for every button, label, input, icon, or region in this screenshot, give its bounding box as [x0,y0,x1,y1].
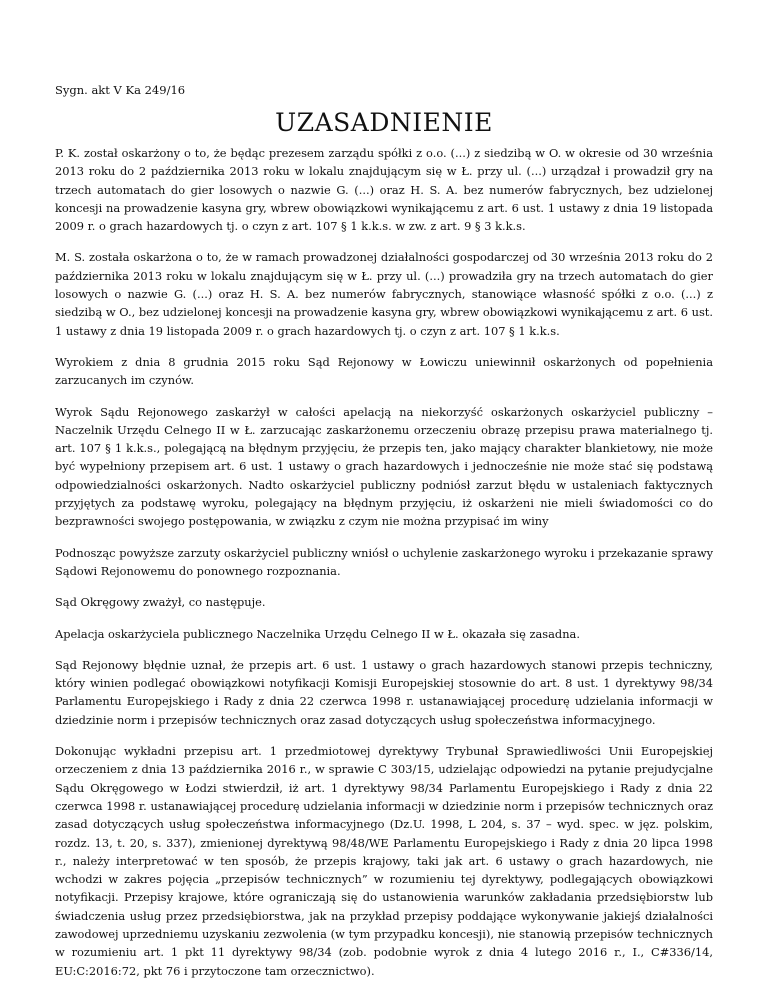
paragraph-court-considered: Sąd Okręgowy zważył, co następuje. [55,595,266,610]
paragraph-appeal: Wyrok Sądu Rejonowego zaskarżył w całości apelacją na niekorzyść oskarżonych oskarżyciel publiczny – Naczelnik Urzędu Celnego II w Ł. zarzucając zaskarżonemu orzeczeniu obrazę przepisu prawa materialnego tj. art. 107 § 1 k.k.s., polegającą na błędnym przyjęciu, że przepis ten, jako mający charakter blankietowy, nie może być wypełniony przepisem art. 6 ust. 1 ustawy o grach hazardowych i jednocześnie nie może stać się podstawą odpowiedzialności oskarżonych. Nadto oskarżyciel publiczny podniósł zarzut błędu w ustaleniach faktycznych przyjętych za podstawę wyroku, polegający na błędnym przyjęciu, iż oskarżeni nie mieli świadomości co do bezprawności swojego postępowania, w związku z czym nie można przypisać im winy [55,404,713,529]
paragraph-cjeu-interpretation: Dokonując wykładni przepisu art. 1 przedmiotowej dyrektywy Trybunał Sprawiedliwości Unii Europejskiej orzeczeniem z dnia 13 października 2016 r., w sprawie C 303/15, udzielając odpowiedzi na pytanie prejudycjalne Sądu Okręgowego w Łodzi stwierdził, iż art. 1 dyrektywy 98/34 Parlamentu Europejskiego i Rady z dnia 22 czerwca 1998 r. ustanawiającej procedurę udzielania informacji w dziedzinie norm i przepisów technicznych oraz zasad dotyczących usług społeczeństwa informacyjnego (Dz.U. 1998, L 204, s. 37 – wyd. spec. w jęz. polskim, rozdz. 13, t. 20, s. 337), zmienionej dyrektywą 98/48/WE Parlamentu Europejskiego i Rady z dnia 20 lipca 1998 r., należy interpretować w ten sposób, że przepis krajowy, taki jak art. 6 ustawy o grach hazardowych, nie wchodzi w zakres pojęcia „przepisów technicznych” w rozumieniu tej dyrektywy, podlegających obowiązkowi notyfikacji. Przepisy krajowe, które ograniczają się do ustanowienia warunków zakładania przedsiębiorstw lub świadczenia usług przez przedsiębiorstwa, jak na przykład przepisy poddające wykonywanie jakiejś działalności zawodowej uprzedniemu uzyskaniu zezwolenia (w tym przypadku koncesji), nie stanowią przepisów technicznych w rozumieniu art. 1 pkt 11 dyrektywy 98/34 (zob. podobnie wyrok z dnia 4 lutego 2016 r., I., C#336/14, EU:C:2016:72, pkt 76 i przytoczone tam orzecznictwo). [55,744,713,978]
paragraph-charge-ms: M. S. została oskarżona o to, że w ramach prowadzonej działalności gospodarczej od 30 września 2013 roku do 2 października 2013 roku w lokalu znajdującym się w Ł. przy ul. (...) prowadziła gry na trzech automatach do gier losowych o nazwie G. (...) oraz H. S. A. bez numerów fabrycznych, stanowiące własność spółki z o.o. (...) z siedzibą w O., bez udzielonej koncesji na prowadzenie kasyna gry, wbrew obowiązkowi wynikającemu z art. 6 ust. 1 ustawy z dnia 19 listopada 2009 r. o grach hazardowych tj. o czyn z art. 107 § 1 k.k.s. [55,250,713,338]
paragraph-appeal-justified: Apelacja oskarżyciela publicznego Naczelnika Urzędu Celnego II w Ł. okazała się zasadna. [55,626,580,641]
case-signature: Sygn. akt V Ka 249/16 [55,83,186,97]
paragraph-appeal-motion: Podnosząc powyższe zarzuty oskarżyciel publiczny wniósł o uchylenie zaskarżonego wyroku i przekazanie sprawy Sądowi Rejonowemu do ponownego rozpoznania. [55,545,713,578]
paragraph-charge-pk: P. K. został oskarżony o to, że będąc prezesem zarządu spółki z o.o. (...) z siedzibą w O. w okresie od 30 września 2013 roku do 2 października 2013 roku w lokalu znajdującym się w Ł. przy ul. (...) urządzał i prowadził gry na trzech automatach do gier losowych o nazwie G. (...) oraz H. S. A. bez numerów fabrycznych, bez udzielonej koncesji na prowadzenie kasyna gry, wbrew obowiązkowi wynikającemu z art. 6 ust. 1 ustawy z dnia 19 listopada 2009 r. o grach hazardowych tj. o czyn z art. 107 § 1 k.k.s. w zw. z art. 9 § 3 k.k.s. [55,146,713,234]
paragraph-technical-provision: Sąd Rejonowy błędnie uznał, że przepis art. 6 ust. 1 ustawy o grach hazardowych stanowi przepis techniczny, który winien podlegać obowiązkowi notyfikacji Komisji Europejskiej stosownie do art. 8 ust. 1 dyrektywy 98/34 Parlamentu Europejskiego i Rady z dnia 22 czerwca 1998 r. ustanawiającej procedurę udzielania informacji w dziedzinie norm i przepisów technicznych oraz zasad dotyczących usług społeczeństwa informacyjnego. [55,657,713,727]
paragraph-first-instance-verdict: Wyrokiem z dnia 8 grudnia 2015 roku Sąd Rejonowy w Łowiczu uniewinnił oskarżonych od popełnienia zarzucanych im czynów. [55,354,713,388]
document-title: UZASADNIENIE [275,108,493,137]
